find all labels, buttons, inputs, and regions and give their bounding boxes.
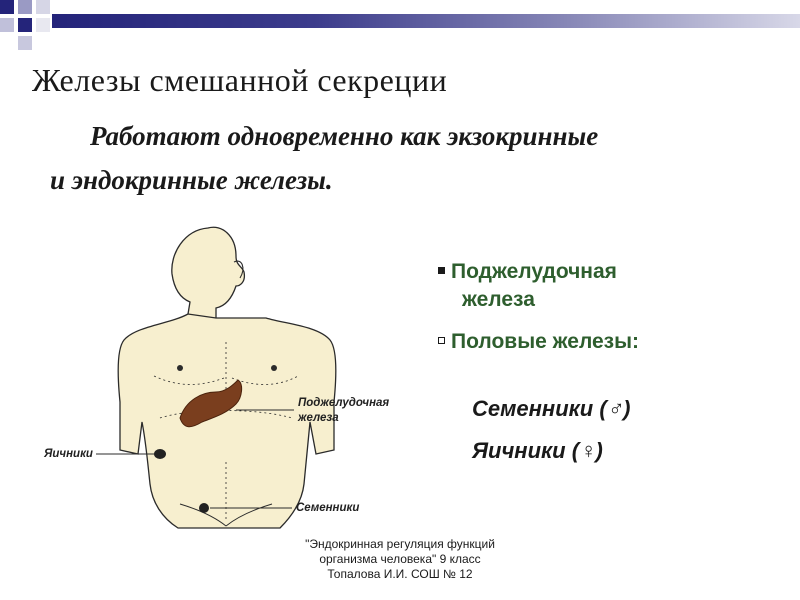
hollow-square-bullet-icon <box>438 337 445 344</box>
sub-item-testes: Семенники (♂) <box>472 396 631 421</box>
subtitle-line-2: и эндокринные железы. <box>50 165 333 195</box>
footer-line3: Топалова И.И. СОШ № 12 <box>327 567 473 581</box>
testis-organ <box>199 503 209 513</box>
subtitle-line-1: Работают одновременно как экзокринные <box>90 121 599 151</box>
slide-subtitle <box>50 114 770 202</box>
footer-line2: организма человека" 9 класс <box>319 552 481 566</box>
anatomy-figure <box>40 222 440 532</box>
nipple-left <box>177 365 183 371</box>
footer-line1: "Эндокринная регуляция функций <box>305 537 495 551</box>
label-testes: Семенники <box>296 502 360 514</box>
body-head <box>172 227 245 319</box>
label-pancreas-line1: Поджелудочная <box>298 397 390 409</box>
header-gradient-bar <box>52 14 800 28</box>
filled-square-bullet-icon <box>438 267 445 274</box>
decor-square <box>36 18 50 32</box>
sub-item-ovaries: Яичники (♀) <box>472 438 603 463</box>
bullet-gonads-text: Половые железы: <box>451 330 640 353</box>
decor-square <box>36 0 50 14</box>
header-decoration <box>0 0 800 48</box>
bullet-pancreas-line1: Поджелудочная <box>451 260 617 283</box>
gonads-sub-list <box>472 388 631 472</box>
label-ovaries: Яичники <box>44 448 93 460</box>
bullet-item-gonads <box>438 330 639 354</box>
decor-square <box>0 18 14 32</box>
slide-title: Железы смешанной секреции <box>32 62 448 98</box>
decor-square <box>18 0 32 14</box>
human-body-illustration <box>40 222 440 532</box>
label-pancreas-line2: железа <box>298 412 339 424</box>
label-pancreas <box>298 396 389 426</box>
slide-footer <box>280 537 520 582</box>
decor-square <box>0 0 14 14</box>
bullet-item-pancreas <box>438 260 617 311</box>
bullet-pancreas-line2: железа <box>462 288 535 311</box>
decor-square <box>18 36 32 50</box>
nipple-right <box>271 365 277 371</box>
ovary-organ <box>154 449 166 459</box>
decor-square <box>18 18 32 32</box>
